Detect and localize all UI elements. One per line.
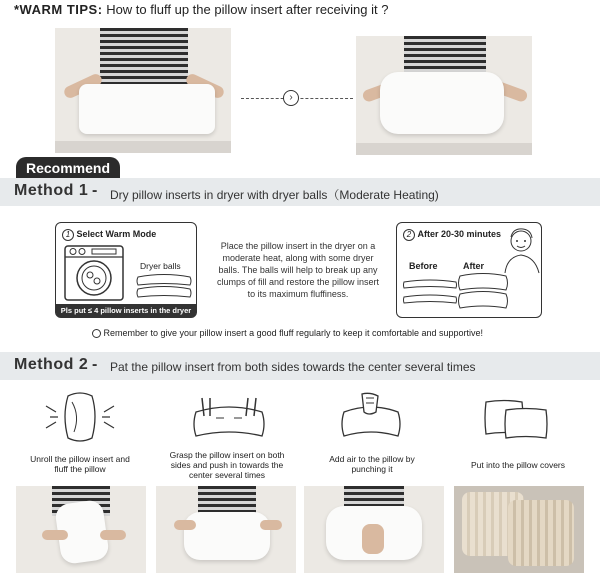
- result-step-box: [396, 222, 542, 318]
- pillow-stack-icon: [134, 273, 194, 303]
- photo-step-1: [16, 486, 146, 573]
- pillow-flat-icon: [401, 277, 459, 313]
- method1-instructions: Place the pillow insert in the dryer on a moderate heat, along with some dryer balls. The balls will help to break up any clumps of fill and restore the pillow insert to its maximum fluffiness.: [216, 241, 380, 299]
- arrow-right-icon: ›: [283, 90, 299, 106]
- step-caption-4: Put into the pillow covers: [470, 460, 566, 470]
- method1-title: Method 1: [14, 182, 89, 199]
- method2-title: Method 2: [14, 356, 89, 373]
- method2-desc: Pat the pillow insert from both sides towards the center several times: [110, 360, 476, 374]
- punch-pillow-icon: [336, 390, 406, 446]
- recommend-badge: Recommend: [16, 157, 120, 179]
- unroll-pillow-icon: [42, 386, 118, 448]
- dryer-balls-label: Dryer balls: [140, 261, 181, 271]
- method1-dash: -: [92, 182, 98, 199]
- method1-band: [0, 178, 600, 206]
- pillow-covers-icon: [482, 398, 552, 442]
- photo-after-fluff: [356, 36, 532, 155]
- grasp-pillow-icon: [186, 392, 272, 444]
- dryer-step-box: [55, 222, 197, 318]
- before-label: Before: [409, 261, 438, 271]
- after-minutes-label: After 20-30 minutes: [417, 229, 502, 239]
- step-caption-3: Add air to the pillow by punching it: [329, 454, 415, 474]
- person-icon: [503, 225, 541, 275]
- step-number-1: 1: [62, 229, 74, 241]
- method2-dash: -: [92, 356, 98, 373]
- step-caption-2: Grasp the pillow insert on both sides and push in towards the center several times: [169, 450, 285, 480]
- warm-tips-title: How to fluff up the pillow insert after receiving it ?: [106, 2, 389, 17]
- photo-before-fluff: [55, 28, 231, 153]
- dryer-note-bar: [56, 304, 196, 317]
- reminder-text: Remember to give your pillow insert a good fluff regularly to keep it comfortable and supportive!: [103, 328, 484, 338]
- photo-step-4: [454, 486, 584, 573]
- step-caption-1: Unroll the pillow insert and fluff the pillow: [30, 454, 130, 474]
- warm-tips-heading: [14, 2, 388, 17]
- method1-desc: Dry pillow inserts in dryer with dryer balls（Moderate Heating): [110, 188, 439, 202]
- after-label: After: [463, 261, 485, 271]
- dryer-note: Pls put ≤ 4 pillow inserts in the dryer: [60, 306, 192, 315]
- photo-step-2: [156, 486, 296, 573]
- photo-step-3: [304, 486, 444, 573]
- dryer-icon: [64, 245, 124, 301]
- select-warm-mode-label: Select Warm Mode: [76, 229, 157, 239]
- step-number-2: 2: [403, 229, 415, 241]
- reminder-line: [92, 328, 483, 338]
- pillow-fluffy-icon: [457, 273, 509, 313]
- method2-band: [0, 352, 600, 380]
- warm-tips-label: *WARM TIPS:: [14, 2, 103, 17]
- lightbulb-icon: [92, 329, 101, 338]
